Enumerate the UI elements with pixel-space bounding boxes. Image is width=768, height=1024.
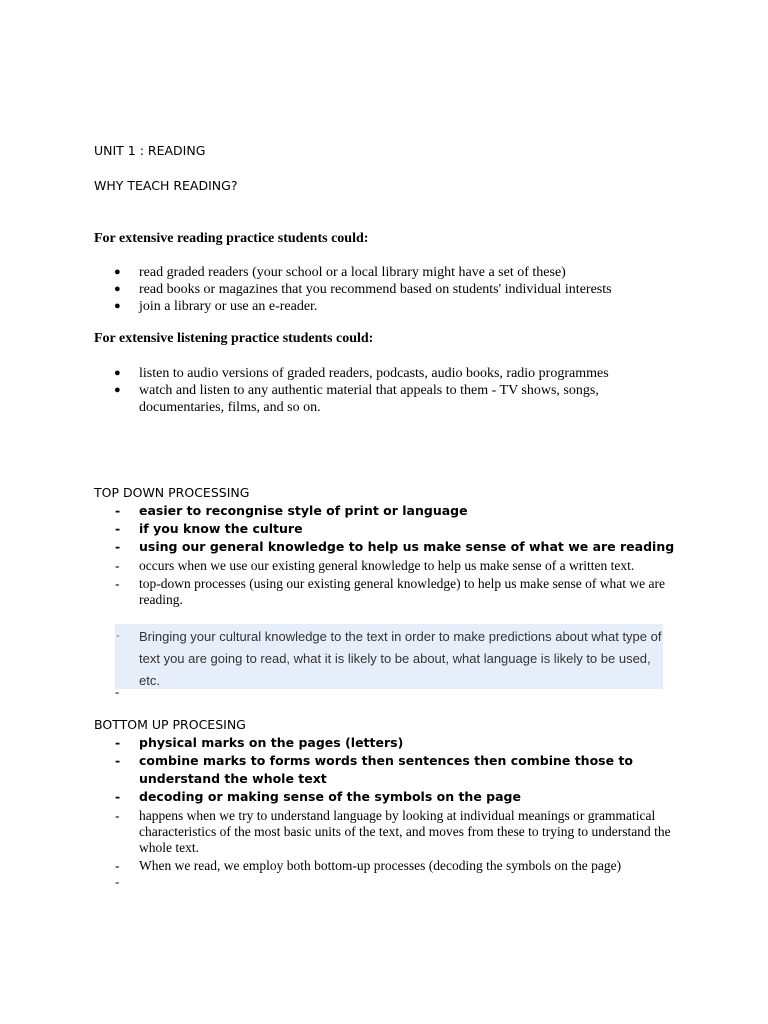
list-item: - using our general knowledge to help us make sense of what we are reading (115, 539, 675, 554)
unit-title: UNIT 1 : READING (94, 143, 206, 158)
section-heading-why: WHY TEACH READING? (94, 178, 238, 193)
dash-marker: - (115, 858, 120, 873)
list-item: - When we read, we employ both bottom-up processes (decoding the symbols on the page) (115, 858, 622, 873)
dash-marker: - (115, 753, 121, 768)
empty-dash-marker: - (115, 874, 120, 889)
dash-marker: - (115, 521, 121, 536)
list-item: - decoding or making sense of the symbols on the page (115, 789, 521, 804)
list-item: ● join a library or use an e-reader. (114, 299, 318, 314)
list-item: - combine marks to forms words then sentences then combine those to understand the whole text (115, 753, 634, 786)
list-item: - occurs when we use our existing general knowledge to help us make sense of a written text. (115, 558, 635, 573)
list-item: ● read books or magazines that you recommend based on students' individual interests (114, 282, 612, 297)
list-item: ● listen to audio versions of graded readers, podcasts, audio books, radio programmes (114, 366, 609, 381)
list-item: - if you know the culture (115, 521, 303, 536)
bullet-icon: ● (114, 266, 121, 278)
top-down-list (94, 502, 684, 608)
list-item: documentaries, films, and so on. (139, 400, 321, 415)
listening-heading: For extensive listening practice students could: (94, 331, 374, 346)
dash-marker: - (115, 735, 121, 750)
list-item: ● read graded readers (your school or a local library might have a set of these) (114, 265, 566, 280)
dash-marker: - (116, 630, 120, 642)
bottom-up-list (94, 734, 684, 874)
list-item: - top-down processes (using our existing general knowledge) to help us make sense of what we are reading. (115, 576, 665, 607)
reading-heading: For extensive reading practice students could: (94, 231, 369, 246)
dash-marker: - (115, 503, 121, 518)
dash-marker: - (115, 808, 120, 823)
bullet-icon: ● (114, 300, 121, 312)
listening-list (94, 365, 609, 416)
dash-marker: - (115, 558, 120, 573)
list-item: - physical marks on the pages (letters) (115, 735, 404, 750)
list-item: - easier to recongnise style of print or language (115, 503, 468, 518)
list-item: - happens when we try to understand language by looking at individual meanings or grammatical characteristics of the most basic units of the text, and moves from these to trying to understand the whole text. (115, 808, 671, 855)
bullet-icon: ● (114, 283, 121, 295)
empty-dash-marker: - (115, 684, 120, 699)
bottom-up-heading: BOTTOM UP PROCESING (94, 717, 246, 732)
bullet-icon: ● (114, 384, 121, 396)
dash-marker: - (115, 539, 121, 554)
list-item: ● watch and listen to any authentic material that appeals to them - TV shows, songs, (114, 383, 599, 398)
highlight-text: Bringing your cultural knowledge to the text in order to make predictions about what type of text you are going to read, what it is likely to be about, what language is likely to be used, etc. (139, 629, 662, 688)
bullet-icon: ● (114, 367, 121, 379)
top-down-heading: TOP DOWN PROCESSING (94, 485, 250, 500)
reading-list (94, 264, 612, 315)
dash-marker: - (115, 576, 120, 591)
dash-marker: - (115, 789, 121, 804)
